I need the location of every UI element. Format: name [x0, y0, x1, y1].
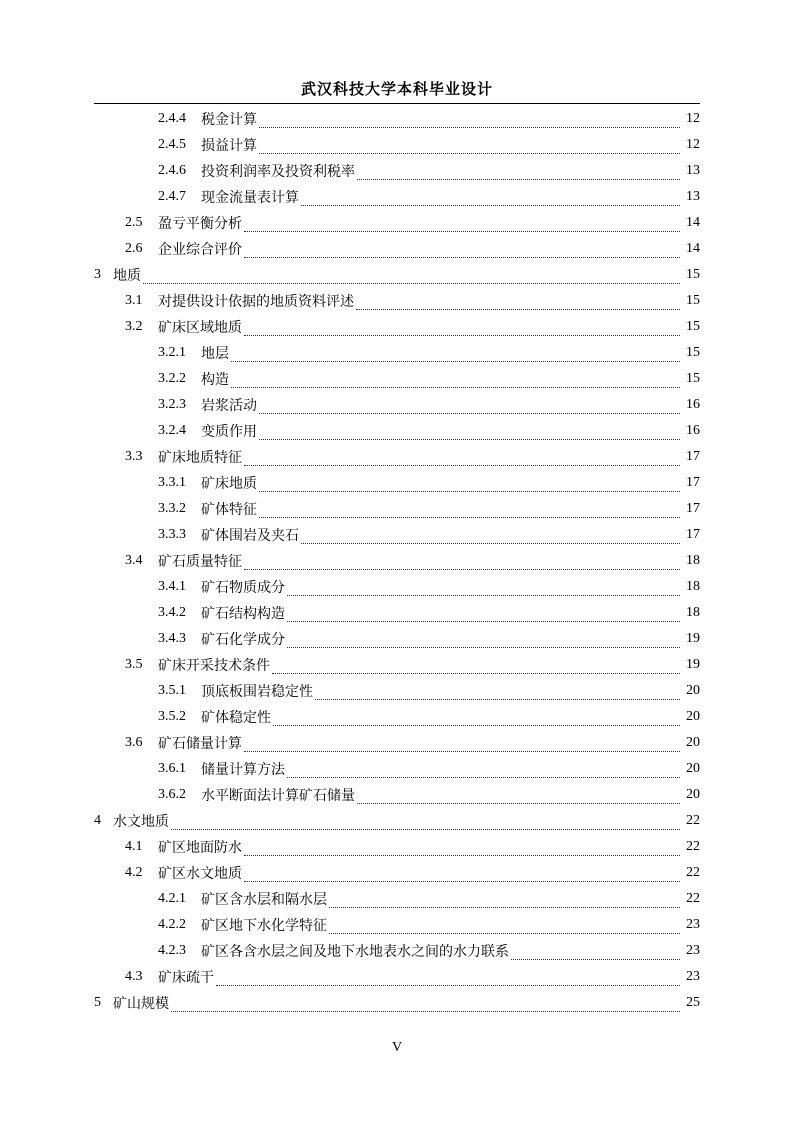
toc-entry-page: 20: [686, 735, 700, 750]
toc-dot-leader: [259, 503, 680, 518]
toc-entry-title: 企业综合评价: [158, 242, 242, 258]
toc-entry-page: 20: [686, 709, 700, 724]
footer-page-number: V: [391, 1040, 403, 1055]
toc-entry-page: 20: [686, 787, 700, 802]
toc-dot-leader: [315, 685, 680, 700]
toc-entry[interactable]: [94, 236, 700, 262]
toc-entry-title: 矿体围岩及夹石: [201, 528, 299, 544]
toc-entry-number: 5: [94, 995, 101, 1010]
toc-entry-title: 税金计算: [201, 112, 257, 128]
toc-entry-page: 17: [686, 449, 700, 464]
toc-entry-page: 15: [686, 345, 700, 360]
toc-entry-title: 水文地质: [113, 814, 169, 830]
toc-dot-leader: [329, 919, 680, 934]
toc-dot-leader: [143, 269, 680, 284]
toc-entry[interactable]: [94, 886, 700, 912]
toc-entry[interactable]: [94, 964, 700, 990]
toc-entry-page: 14: [686, 241, 700, 256]
toc-entry-title: 矿体稳定性: [201, 710, 271, 726]
toc-entry-page: 18: [686, 605, 700, 620]
toc-entry[interactable]: [94, 600, 700, 626]
toc-entry-title: 现金流量表计算: [201, 190, 299, 206]
toc-entry[interactable]: [94, 730, 700, 756]
toc-dot-leader: [287, 607, 680, 622]
toc-dot-leader: [511, 945, 680, 960]
toc-entry[interactable]: [94, 834, 700, 860]
toc-dot-leader: [356, 295, 680, 310]
toc-entry-number: 2.4.4: [158, 111, 186, 126]
toc-entry-number: 3.4.2: [158, 605, 186, 620]
toc-entry-number: 3.4.3: [158, 631, 186, 646]
toc-dot-leader: [171, 815, 680, 830]
toc-entry-page: 18: [686, 553, 700, 568]
toc-entry-number: 4: [94, 813, 101, 828]
toc-entry-number: 4.2: [125, 865, 143, 880]
toc-entry-title: 矿石结构构造: [201, 606, 285, 622]
toc-entry-number: 2.5: [125, 215, 143, 230]
toc-dot-leader: [244, 321, 680, 336]
toc-entry-title: 储量计算方法: [201, 762, 285, 778]
toc-dot-leader: [301, 191, 680, 206]
toc-entry[interactable]: [94, 808, 700, 834]
toc-entry-page: 14: [686, 215, 700, 230]
toc-entry-page: 25: [686, 995, 700, 1010]
toc-entry-title: 矿石质量特征: [158, 554, 242, 570]
toc-dot-leader: [357, 165, 680, 180]
toc-dot-leader: [329, 893, 680, 908]
toc-entry-title: 矿床地质: [201, 476, 257, 492]
toc-dot-leader: [171, 997, 680, 1012]
toc-dot-leader: [244, 555, 680, 570]
toc-entry-page: 18: [686, 579, 700, 594]
toc-entry-number: 3.5: [125, 657, 143, 672]
toc-dot-leader: [301, 529, 680, 544]
toc-entry-number: 3.5.2: [158, 709, 186, 724]
toc-entry[interactable]: [94, 704, 700, 730]
toc-entry-page: 23: [686, 917, 700, 932]
toc-entry-page: 22: [686, 813, 700, 828]
toc-entry-number: 4.1: [125, 839, 143, 854]
toc-entry-number: 3.3.2: [158, 501, 186, 516]
toc-entry-title: 矿石化学成分: [201, 632, 285, 648]
toc-dot-leader: [231, 347, 680, 362]
toc-entry-number: 3.3.1: [158, 475, 186, 490]
toc-entry[interactable]: [94, 262, 700, 288]
toc-entry-number: 4.3: [125, 969, 143, 984]
toc-entry-page: 17: [686, 475, 700, 490]
toc-entry[interactable]: [94, 756, 700, 782]
toc-entry-page: 15: [686, 371, 700, 386]
page-header-title: 武汉科技大学本科毕业设计: [300, 80, 493, 98]
toc-entry-page: 20: [686, 683, 700, 698]
toc-entry-page: 16: [686, 423, 700, 438]
toc-dot-leader: [259, 477, 680, 492]
toc-entry[interactable]: [94, 158, 700, 184]
toc-entry-title: 岩浆活动: [201, 398, 257, 414]
toc-entry-number: 4.2.1: [158, 891, 186, 906]
toc-entry-number: 3: [94, 267, 101, 282]
toc-entry-number: 3.6.1: [158, 761, 186, 776]
toc-entry[interactable]: [94, 392, 700, 418]
toc-entry-number: 2.4.6: [158, 163, 186, 178]
toc-entry[interactable]: [94, 314, 700, 340]
toc-entry-page: 22: [686, 891, 700, 906]
toc-entry-title: 矿石储量计算: [158, 736, 242, 752]
toc-entry-number: 3.2.3: [158, 397, 186, 412]
toc-entry[interactable]: [94, 522, 700, 548]
toc-entry[interactable]: [94, 418, 700, 444]
toc-entry[interactable]: [94, 366, 700, 392]
toc-entry-number: 3.2.4: [158, 423, 186, 438]
toc-entry-number: 2.4.7: [158, 189, 186, 204]
toc-dot-leader: [244, 243, 680, 258]
toc-entry[interactable]: [94, 626, 700, 652]
toc-entry-page: 19: [686, 657, 700, 672]
toc-entry-number: 2.6: [125, 241, 143, 256]
toc-dot-leader: [244, 867, 680, 882]
toc-entry-page: 20: [686, 761, 700, 776]
toc-entry-title: 矿山规模: [113, 996, 169, 1012]
toc-entry[interactable]: [94, 938, 700, 964]
toc-entry-title: 地质: [113, 268, 141, 284]
toc-entry[interactable]: [94, 288, 700, 314]
toc-entry-title: 矿床地质特征: [158, 450, 242, 466]
toc-dot-leader: [259, 425, 680, 440]
toc-entry-page: 12: [686, 137, 700, 152]
toc-entry-title: 矿床开采技术条件: [158, 658, 270, 674]
toc-entry-title: 对提供设计依据的地质资料评述: [158, 294, 354, 310]
toc-entry-title: 投资利润率及投资利税率: [201, 164, 355, 180]
toc-dot-leader: [231, 373, 680, 388]
toc-entry-page: 19: [686, 631, 700, 646]
toc-dot-leader: [216, 971, 680, 986]
toc-entry[interactable]: [94, 912, 700, 938]
toc-entry-page: 23: [686, 969, 700, 984]
toc-entry-number: 3.2.1: [158, 345, 186, 360]
toc-dot-leader: [259, 139, 680, 154]
toc-dot-leader: [244, 217, 680, 232]
toc-entry[interactable]: [94, 340, 700, 366]
toc-entry-number: 3.3: [125, 449, 143, 464]
toc-entry-page: 17: [686, 501, 700, 516]
toc-entry-title: 变质作用: [201, 424, 257, 440]
toc-entry-page: 12: [686, 111, 700, 126]
toc-entry-title: 矿区各含水层之间及地下水地表水之间的水力联系: [201, 944, 509, 960]
toc-entry-page: 22: [686, 865, 700, 880]
toc-entry-title: 损益计算: [201, 138, 257, 154]
toc-entry-page: 15: [686, 319, 700, 334]
toc-entry-title: 地层: [201, 346, 229, 362]
toc-entry[interactable]: [94, 210, 700, 236]
toc-dot-leader: [244, 841, 680, 856]
table-of-contents: [94, 106, 700, 1016]
toc-entry[interactable]: [94, 860, 700, 886]
toc-entry-title: 矿区含水层和隔水层: [201, 892, 327, 908]
toc-entry[interactable]: [94, 496, 700, 522]
toc-entry-page: 16: [686, 397, 700, 412]
toc-entry-title: 矿体特征: [201, 502, 257, 518]
toc-entry-title: 矿区地面防水: [158, 840, 242, 856]
toc-entry-number: 2.4.5: [158, 137, 186, 152]
toc-entry-page: 23: [686, 943, 700, 958]
toc-entry-number: 3.2: [125, 319, 143, 334]
toc-dot-leader: [272, 659, 680, 674]
toc-entry-number: 3.1: [125, 293, 143, 308]
toc-entry-number: 3.3.3: [158, 527, 186, 542]
header-rule: [94, 103, 700, 104]
toc-entry[interactable]: [94, 444, 700, 470]
toc-entry-page: 13: [686, 189, 700, 204]
toc-entry-number: 3.4: [125, 553, 143, 568]
toc-dot-leader: [244, 451, 680, 466]
toc-dot-leader: [287, 633, 680, 648]
toc-dot-leader: [259, 399, 680, 414]
toc-entry-number: 4.2.2: [158, 917, 186, 932]
toc-dot-leader: [259, 113, 680, 128]
toc-entry[interactable]: [94, 132, 700, 158]
toc-entry-number: 3.6: [125, 735, 143, 750]
toc-entry[interactable]: [94, 990, 700, 1016]
toc-entry-page: 13: [686, 163, 700, 178]
toc-entry[interactable]: [94, 574, 700, 600]
toc-entry-title: 矿石物质成分: [201, 580, 285, 596]
toc-entry-title: 矿床疏干: [158, 970, 214, 986]
toc-dot-leader: [287, 763, 680, 778]
toc-entry-title: 矿区水文地质: [158, 866, 242, 882]
toc-dot-leader: [244, 737, 680, 752]
toc-entry[interactable]: [94, 652, 700, 678]
toc-entry-number: 4.2.3: [158, 943, 186, 958]
toc-entry-page: 15: [686, 293, 700, 308]
toc-entry-title: 矿床区域地质: [158, 320, 242, 336]
toc-entry-page: 17: [686, 527, 700, 542]
toc-entry[interactable]: [94, 184, 700, 210]
toc-entry-title: 矿区地下水化学特征: [201, 918, 327, 934]
toc-dot-leader: [287, 581, 680, 596]
toc-entry-title: 水平断面法计算矿石储量: [201, 788, 355, 804]
toc-dot-leader: [273, 711, 680, 726]
toc-entry[interactable]: [94, 678, 700, 704]
toc-entry-title: 盈亏平衡分析: [158, 216, 242, 232]
toc-entry-page: 22: [686, 839, 700, 854]
toc-dot-leader: [357, 789, 680, 804]
toc-entry-title: 顶底板围岩稳定性: [201, 684, 313, 700]
toc-entry-number: 3.5.1: [158, 683, 186, 698]
toc-entry[interactable]: [94, 106, 700, 132]
toc-entry-title: 构造: [201, 372, 229, 388]
toc-entry[interactable]: [94, 470, 700, 496]
toc-entry[interactable]: [94, 548, 700, 574]
toc-entry-number: 3.4.1: [158, 579, 186, 594]
toc-entry-number: 3.2.2: [158, 371, 186, 386]
toc-entry-number: 3.6.2: [158, 787, 186, 802]
toc-entry[interactable]: [94, 782, 700, 808]
toc-entry-page: 15: [686, 267, 700, 282]
